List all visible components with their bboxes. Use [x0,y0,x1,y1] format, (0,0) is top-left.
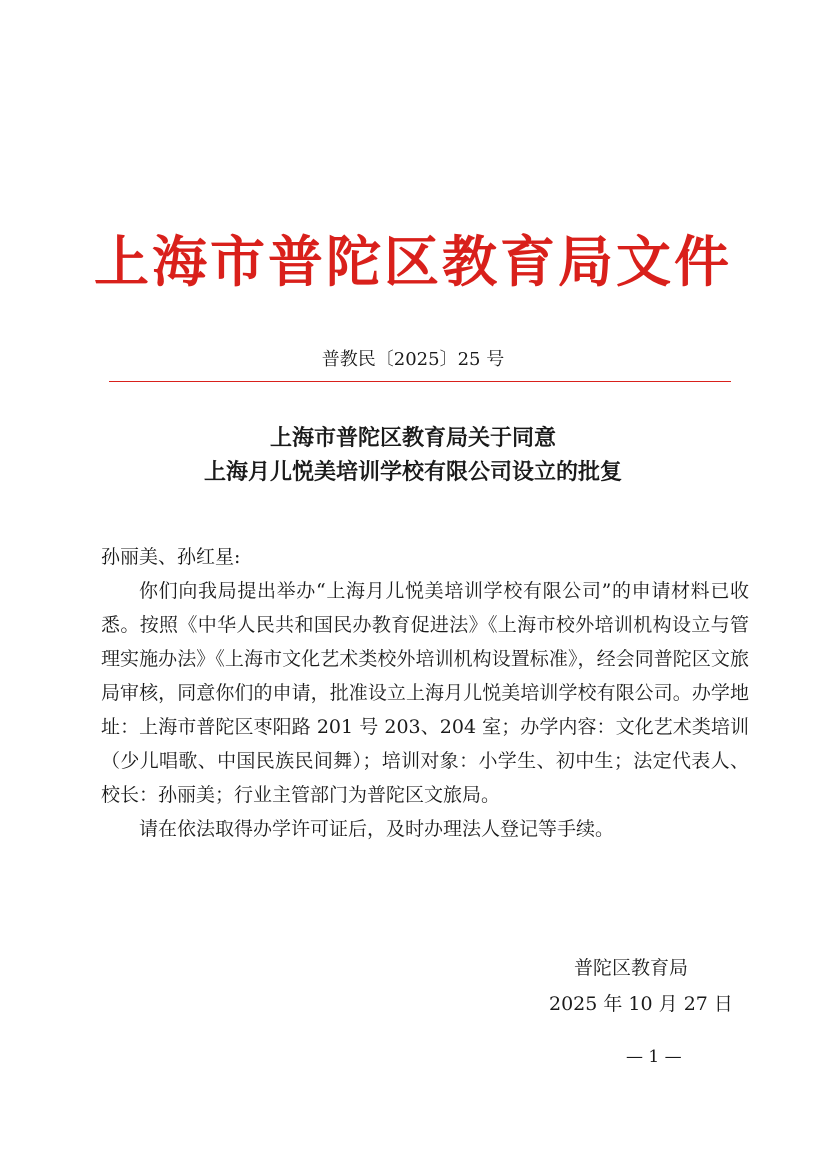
body-paragraph-1: 你们向我局提出举办“上海月儿悦美培训学校有限公司”的申请材料已收悉。按照《中华人民共和国民办教育促进法》《上海市校外培训机构设立与管理实施办法》《上海市文化艺术类校外培训机构设置标准》，经会同普陀区文旅局审核，同意你们的申请，批准设立上海月儿悦美培训学校有限公司。办学地址：上海市普陀区枣阳路 201 号 203、204 室；办学内容：文化艺术类培训（少儿唱歌、中国民族民间舞）；培训对象：小学生、初中生；法定代表人、校长：孙丽美；行业主管部门为普陀区文旅局。 [101,580,749,806]
document-title-line-1: 上海市普陀区教育局关于同意 [269,425,556,451]
document-masthead: 上海市普陀区教育局文件 [93,229,732,294]
signature-date: 2025 年 10 月 27 日 [549,993,733,1015]
document-title [0,421,826,489]
addressee: 孙丽美、孙红星: [101,546,241,568]
document-number: 普教民〔2025〕25 号 [321,349,505,370]
page-number: — 1 — [626,1047,682,1067]
signature-organization: 普陀区教育局 [574,957,689,979]
document-title-line-2: 上海月儿悦美培训学校有限公司设立的批复 [203,459,622,485]
document-body [101,540,749,846]
red-divider-line [109,381,731,382]
body-paragraph-2: 请在依法取得办学许可证后，及时办理法人登记等手续。 [139,818,615,840]
